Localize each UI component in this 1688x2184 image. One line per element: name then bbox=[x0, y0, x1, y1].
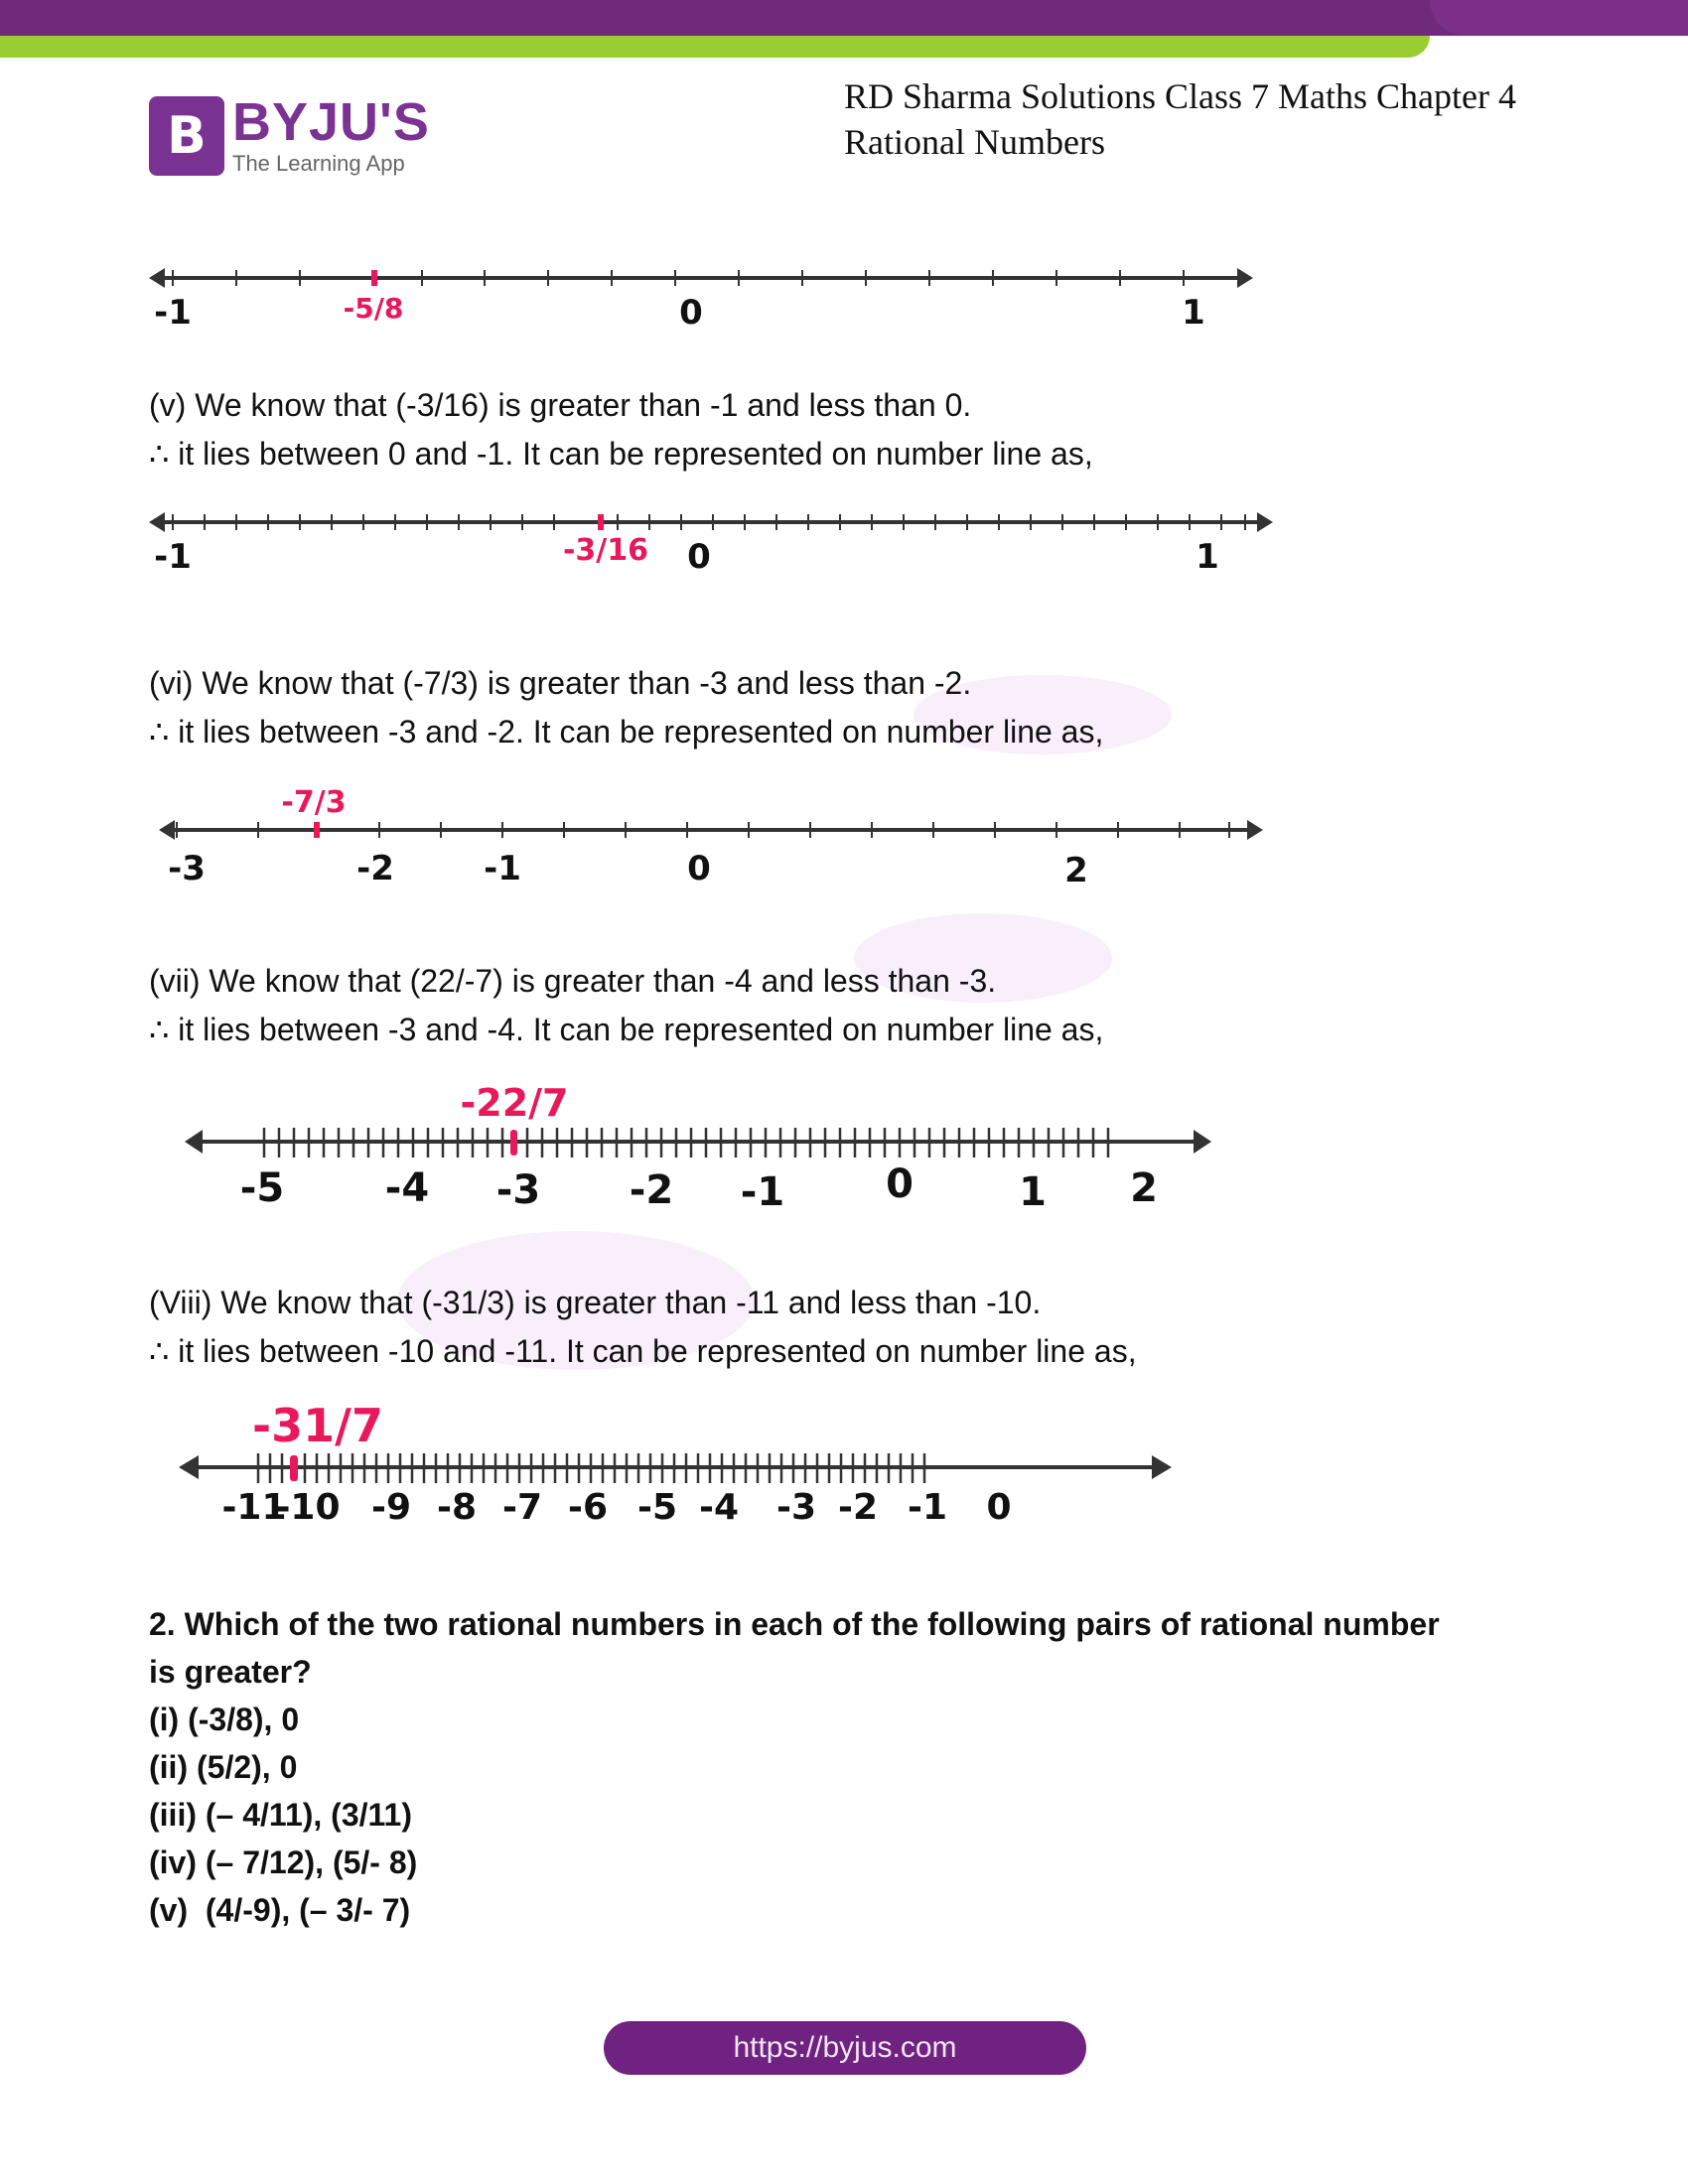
svg-text:-3: -3 bbox=[495, 1167, 541, 1213]
svg-text:-3/16: -3/16 bbox=[562, 533, 649, 568]
question-2-heading-line-1: 2. Which of the two rational numbers in each of the following pairs of rational number bbox=[149, 1606, 1440, 1642]
question-2-item-i: (i) (-3/8), 0 bbox=[149, 1702, 300, 1737]
svg-text:-1: -1 bbox=[484, 849, 521, 888]
svg-text:-5: -5 bbox=[637, 1487, 677, 1528]
section-vi-line-2: ∴ it lies between -3 and -2. It can be represented on number line as, bbox=[149, 714, 1104, 750]
svg-text:1: 1 bbox=[1196, 537, 1219, 577]
svg-text:-2: -2 bbox=[356, 849, 394, 888]
number-line-svg bbox=[149, 260, 1261, 340]
question-2-heading-line-2: is greater? bbox=[149, 1654, 312, 1690]
svg-text:-4: -4 bbox=[384, 1165, 430, 1211]
svg-text:1: 1 bbox=[1182, 293, 1205, 333]
svg-text:0: 0 bbox=[687, 849, 711, 888]
svg-text:-1: -1 bbox=[908, 1487, 947, 1528]
question-2-item-iv: (iv) (– 7/12), (5/- 8) bbox=[149, 1844, 418, 1880]
svg-text:0: 0 bbox=[687, 537, 711, 577]
svg-text:-6: -6 bbox=[568, 1487, 608, 1528]
byjus-logo bbox=[149, 92, 430, 177]
svg-text:-1: -1 bbox=[154, 537, 192, 577]
svg-text:-4: -4 bbox=[699, 1487, 739, 1528]
number-line-svg bbox=[185, 1080, 1217, 1215]
svg-text:1: 1 bbox=[1019, 1169, 1047, 1215]
logo-mark-icon: B bbox=[149, 96, 224, 176]
number-line-svg bbox=[179, 1396, 1172, 1528]
svg-text:-9: -9 bbox=[371, 1487, 411, 1528]
title-line-1: RD Sharma Solutions Class 7 Maths Chapter 4 bbox=[844, 76, 1516, 116]
svg-text:-2: -2 bbox=[838, 1487, 878, 1528]
title-line-2: Rational Numbers bbox=[844, 122, 1105, 162]
header-banner-green bbox=[0, 36, 1430, 58]
svg-text:0: 0 bbox=[679, 293, 703, 333]
footer-url-link[interactable]: https://byjus.com bbox=[604, 2021, 1086, 2075]
section-v-line-2: ∴ it lies between 0 and -1. It can be represented on number line as, bbox=[149, 436, 1093, 472]
logo-name: BYJU'S bbox=[232, 92, 430, 152]
svg-text:-7/3: -7/3 bbox=[281, 785, 347, 820]
svg-text:-11: -11 bbox=[221, 1487, 287, 1528]
svg-text:-3: -3 bbox=[168, 849, 206, 888]
svg-text:-2: -2 bbox=[629, 1167, 674, 1213]
logo-tagline: The Learning App bbox=[232, 151, 405, 176]
svg-text:-22/7: -22/7 bbox=[460, 1081, 569, 1125]
question-2-item-v: (v) (4/-9), (– 3/- 7) bbox=[149, 1892, 411, 1928]
number-line-viii bbox=[179, 1396, 1172, 1529]
section-vii-line-1: (vii) We know that (22/-7) is greater than -4 and less than -3. bbox=[149, 963, 997, 999]
svg-text:-31/7: -31/7 bbox=[252, 1399, 383, 1452]
section-viii-line-1: (Viii) We know that (-31/3) is greater than -11 and less than -10. bbox=[149, 1285, 1042, 1320]
svg-text:2: 2 bbox=[1064, 851, 1088, 890]
number-line-vi bbox=[159, 778, 1271, 901]
number-line-svg bbox=[149, 504, 1281, 584]
section-vi-line-1: (vi) We know that (-7/3) is greater than -3 and less than -2. bbox=[149, 665, 972, 701]
header-banner-curve bbox=[1430, 0, 1688, 36]
svg-text:-7: -7 bbox=[502, 1487, 542, 1528]
number-line-vii bbox=[185, 1080, 1217, 1213]
number-line-svg bbox=[159, 778, 1271, 897]
svg-text:-1: -1 bbox=[740, 1169, 785, 1215]
svg-text:-8: -8 bbox=[437, 1487, 477, 1528]
question-2-item-iii: (iii) (– 4/11), (3/11) bbox=[149, 1797, 412, 1833]
svg-text:-3: -3 bbox=[776, 1487, 816, 1528]
svg-text:-10: -10 bbox=[275, 1487, 341, 1528]
svg-text:2: 2 bbox=[1130, 1165, 1158, 1211]
svg-text:0: 0 bbox=[886, 1161, 914, 1207]
svg-text:-5: -5 bbox=[239, 1165, 285, 1211]
svg-text:-5/8: -5/8 bbox=[343, 292, 404, 325]
number-line-v bbox=[149, 504, 1281, 588]
section-viii-line-2: ∴ it lies between -10 and -11. It can be represented on number line as, bbox=[149, 1333, 1137, 1369]
svg-text:0: 0 bbox=[986, 1487, 1012, 1528]
question-2-item-ii: (ii) (5/2), 0 bbox=[149, 1749, 298, 1785]
number-line-iv bbox=[149, 260, 1261, 343]
svg-text:-1: -1 bbox=[154, 293, 192, 333]
document-title bbox=[844, 73, 1516, 165]
section-v-line-1: (v) We know that (-3/16) is greater than -1 and less than 0. bbox=[149, 387, 972, 423]
section-vii-line-2: ∴ it lies between -3 and -4. It can be represented on number line as, bbox=[149, 1012, 1104, 1047]
